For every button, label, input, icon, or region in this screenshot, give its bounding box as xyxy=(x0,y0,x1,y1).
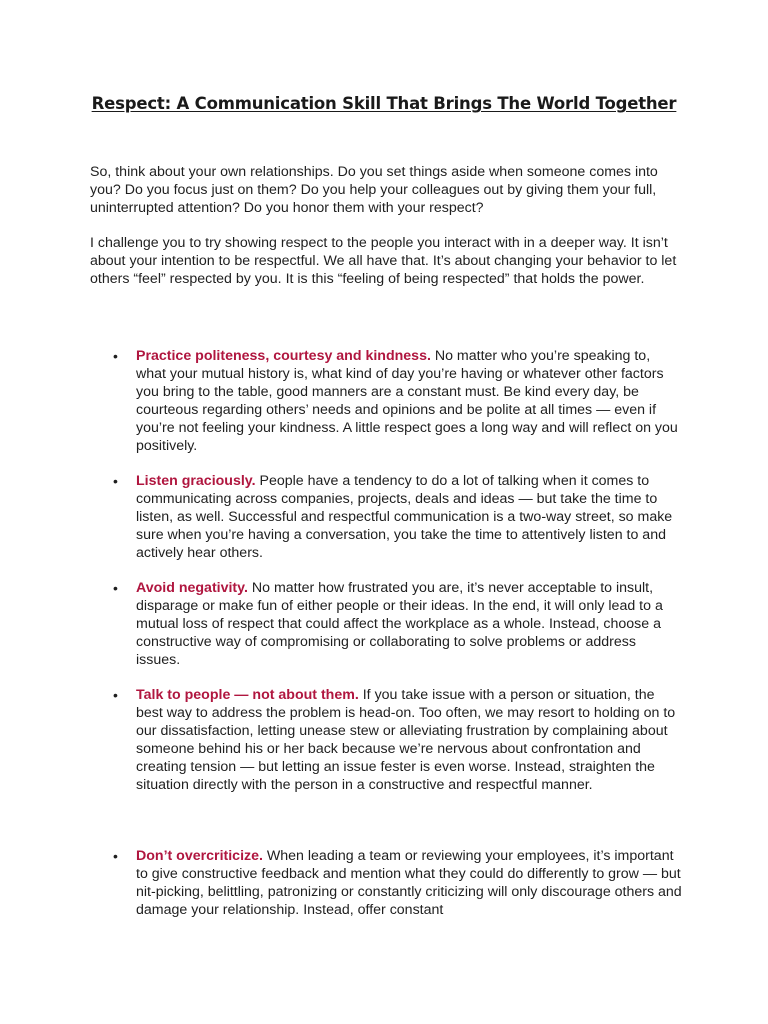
tip-body: If you take issue with a person or situation, the best way to address the problem is head-on. Too often, we may resort to holding on to our dissatisfaction, letting unease stew or alleviating frustration by complaining about someone behind his or her back because we’re nervous about confrontation and creating tension — but letting an issue fester is even worse. Instead, straighten the situation directly with the person in a constructive and respectful manner. xyxy=(136,687,676,793)
bullet-icon: • xyxy=(113,580,118,596)
paragraph-relationships: So, think about your own relationships. Do you set things aside when someone comes into you? Do you focus just on them? Do you help your colleagues out by giving them your full, uninterrupted attention? Do you honor them with your respect? xyxy=(90,164,658,216)
paragraph-challenge: I challenge you to try showing respect to the people you interact with in a deeper way. It isn’t about your intention to be respectful. We all have that. It’s about changing your behavior to let others “feel” respected by you. It is this “feeling of being respected” that holds the power. xyxy=(90,235,677,287)
tip-body: No matter how frustrated you are, it’s never acceptable to insult, disparage or make fun of either people or their ideas. In the end, it will only lead to a mutual loss of respect that could affect the workplace as a whole. Instead, choose a constructive way of compromising or collaborating to solve problems or address issues. xyxy=(136,580,663,668)
list-item xyxy=(113,347,682,455)
tip-heading: Talk to people — not about them. xyxy=(136,687,359,703)
tip-body: When leading a team or reviewing your employees, it’s important to give constructive feedback and mention what they could do differently to grow — but nit-picking, belittling, patronizing or constantly criticizing will only discourage others and damage your relationship. Instead, offer constant xyxy=(136,848,682,918)
list-item xyxy=(113,686,682,794)
tip-body: No matter who you’re speaking to, what your mutual history is, what kind of day you’re having or whatever other factors you bring to the table, good manners are a constant must. Be kind every day, be courteous regarding others’ needs and opinions and be polite at all times — even if you’re not feeling your kindness. A little respect goes a long way and will reflect on you positively. xyxy=(136,348,678,454)
tip-heading: Practice politeness, courtesy and kindness. xyxy=(136,348,431,364)
tip-heading: Don’t overcriticize. xyxy=(136,848,263,864)
document-title: Respect: A Communication Skill That Brings The World Together xyxy=(91,94,677,113)
list-item xyxy=(113,847,682,919)
tip-heading: Avoid negativity. xyxy=(136,580,248,596)
bullet-icon: • xyxy=(113,473,118,489)
tip-body: People have a tendency to do a lot of talking when it comes to communicating across companies, projects, deals and ideas — but take the time to listen, as well. Successful and respectful communication is a two-way street, so make sure when you’re having a conversation, you take the time to attentively listen to and actively hear others. xyxy=(136,473,673,561)
tip-heading: Listen graciously. xyxy=(136,473,256,489)
bullet-icon: • xyxy=(113,848,118,864)
bullet-icon: • xyxy=(113,348,118,364)
bullet-icon: • xyxy=(113,687,118,703)
list-item xyxy=(113,472,682,562)
list-item xyxy=(113,579,682,669)
